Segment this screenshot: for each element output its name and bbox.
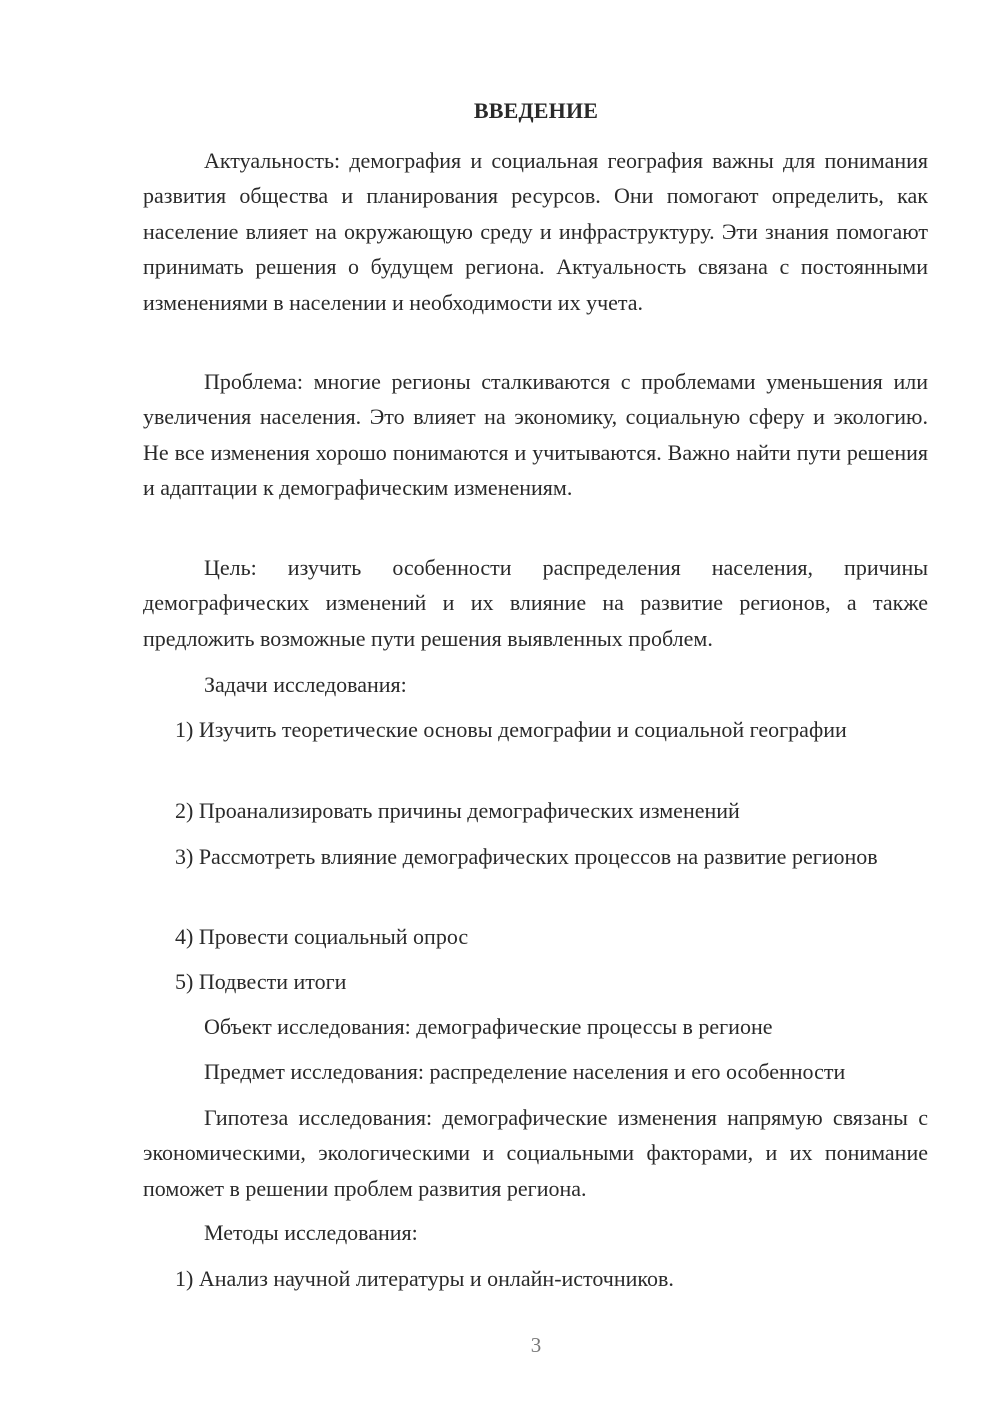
method-item-1: 1) Анализ научной литературы и онлайн-источников. [175, 1266, 674, 1291]
methods-heading: Методы исследования: [204, 1220, 418, 1245]
task-item-5: 5) Подвести итоги [175, 969, 347, 994]
tasks-heading: Задачи исследования: [204, 672, 407, 697]
problem-paragraph: Проблема: многие регионы сталкиваются с проблемами уменьшения или увеличения населения. Это влияет на экономику, социальную сферу и экологию. Не все изменения хорошо понимаются и учитываются. Важно найти пути решения и адаптации к демографическим изменениям. [143, 369, 928, 501]
task-item-2: 2) Проанализировать причины демографических изменений [175, 798, 740, 823]
task-item-4: 4) Провести социальный опрос [175, 924, 469, 949]
research-subject: Предмет исследования: распределение населения и его особенности [204, 1059, 846, 1084]
section-heading: ВВЕДЕНИЕ [473, 98, 599, 123]
relevance-paragraph: Актуальность: демография и социальная география важны для понимания развития общества и планирования ресурсов. Они помогают определить, как население влияет на окружающую среду и инфраструктуру. Эти знания помогают принимать решения о будущем региона. Актуальность связана с постоянными изменениями в населении и необходимости их учета. [143, 148, 928, 315]
task-item-3: 3) Рассмотреть влияние демографических процессов на развитие регионов [175, 844, 878, 869]
research-object: Объект исследования: демографические процессы в регионе [204, 1014, 773, 1039]
goal-paragraph: Цель: изучить особенности распределения населения, причины демографических изменений и их влияние на развитие регионов, а также предложить возможные пути решения выявленных проблем. [143, 555, 928, 651]
task-item-1: 1) Изучить теоретические основы демографии и социальной географии [175, 717, 847, 742]
page-number: 3 [530, 1333, 542, 1357]
hypothesis-paragraph: Гипотеза исследования: демографические изменения напрямую связаны с экономическими, экологическими и социальными факторами, и их понимание поможет в решении проблем развития региона. [143, 1105, 928, 1201]
